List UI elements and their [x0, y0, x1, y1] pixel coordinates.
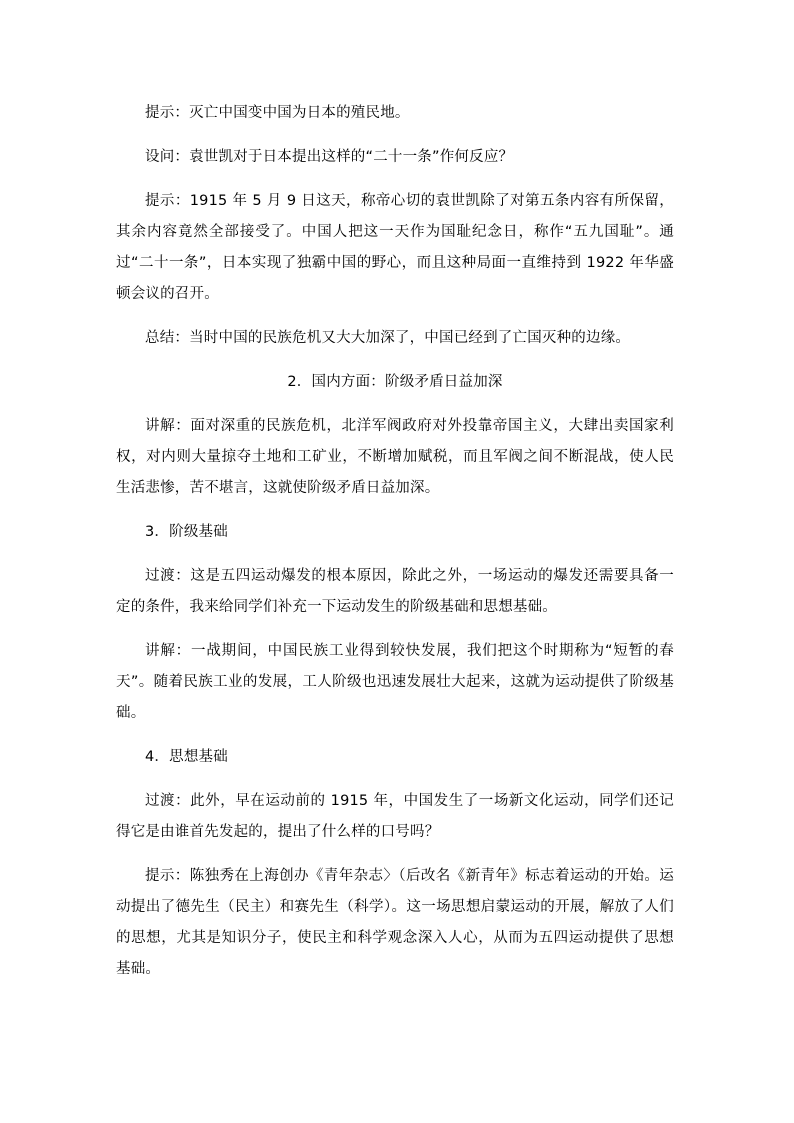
paragraph-hint-colony: 提示：灭亡中国变中国为日本的殖民地。	[145, 105, 410, 121]
paragraph-explain-national-industry: 讲解：一战期间，中国民族工业得到较快发展，我们把这个时期称为“短暂的春天”。随着民族工业的发展，工人阶级也迅速发展壮大起来，这就为运动提供了阶级基础。	[116, 643, 674, 721]
document-body	[116, 98, 674, 998]
paragraph-explain-class-conflict: 讲解：面对深重的民族危机，北洋军阀政府对外投靠帝国主义，大肆出卖国家利权，对内则大量掠夺土地和工矿业，不断增加赋税，而且军阀之间不断混战，使人民生活悲惨，苦不堪言，这就使阶级矛盾日益加深。	[116, 418, 674, 496]
section-heading-domestic: 2．国内方面：阶级矛盾日益加深	[287, 374, 503, 390]
section-heading-class-basis: 3．阶级基础	[145, 524, 228, 540]
paragraph-question-yuan-response: 设问：袁世凯对于日本提出这样的“二十一条”作何反应？	[145, 149, 514, 165]
paragraph-summary-national-crisis: 总结：当时中国的民族危机又大大加深了，中国已经到了亡国灭种的边缘。	[145, 330, 631, 346]
paragraph-hint-new-youth: 提示：陈独秀在上海创办《青年杂志〉（后改名《新青年》标志着运动的开始。运动提出了德先生（民主）和赛先生（科学）。这一场思想启蒙运动的开展，解放了人们的思想，尤其是知识分子，使民主和科学观念深入人心，从而为五四运动提供了思想基础。	[116, 868, 674, 977]
paragraph-hint-may-ninth: 提示：1915 年 5 月 9 日这天，称帝心切的袁世凯除了对第五条内容有所保留，其余内容竟然全部接受了。中国人把这一天作为国耻纪念日，称作“五九国耻”。通过“二十一条”，日本实现了独霸中国的野心，而且这种局面一直维持到 1922 年华盛顿会议的召开。	[116, 193, 674, 302]
paragraph-transition-new-culture: 过渡：此外，早在运动前的 1915 年，中国发生了一场新文化运动，同学们还记得它是由谁首先发起的，提出了什么样的口号吗？	[116, 793, 674, 840]
section-heading-ideological-basis: 4．思想基础	[145, 749, 228, 765]
paragraph-transition-conditions: 过渡：这是五四运动爆发的根本原因，除此之外，一场运动的爆发还需要具备一定的条件，我来给同学们补充一下运动发生的阶级基础和思想基础。	[116, 568, 674, 615]
